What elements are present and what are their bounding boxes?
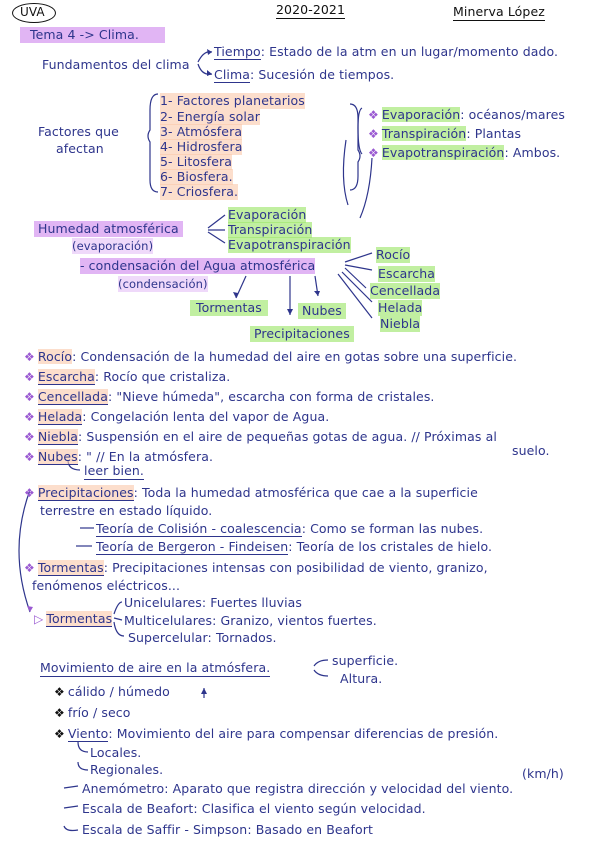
factores-label-1: Factores que (38, 124, 119, 139)
mov-item-2: ❖ frío / seco (54, 705, 131, 720)
tormenta-type-3: Supercelular: Tornados. (128, 630, 277, 645)
viento-line: ❖ Viento: Movimiento del aire para compensar diferencias de presión. (54, 726, 499, 741)
tormentas-label: ▷ Tormentas (34, 611, 113, 626)
factor-item-2: 2- Energía solar (160, 109, 260, 124)
instrumento-1: Anemómetro: Aparato que registra dirección y velocidad del viento. (82, 781, 514, 796)
humedad-branch-2: Transpiración (228, 222, 313, 237)
tiempo-term: Tiempo (214, 44, 261, 59)
humedad-branch-1: Evaporación (228, 207, 307, 222)
instrumento-2: Escala de Beafort: Clasifica el viento según velocidad. (82, 801, 426, 816)
tormenta-type-1: Unicelulares: Fuertes lluvias (124, 595, 303, 610)
def-precipitaciones: ❖ Precipitaciones: Toda la humedad atmosférica que cae a la superficie (24, 485, 478, 500)
def-cencellada: ❖ Cencellada: "Nieve húmeda", escarcha con forma de cristales. (24, 389, 435, 404)
factor-item-6: 6- Biosfera. (160, 169, 233, 184)
humedad-branch-3: Evapotranspiración (228, 237, 351, 252)
clima-term: Clima (214, 67, 251, 82)
factor-item-4: 4- Hidrosfera (160, 139, 243, 154)
fundamentos-label: Fundamentos del clima (42, 57, 190, 72)
def-helada: ❖ Helada: Congelación lenta del vapor de Agua. (24, 409, 330, 424)
mov-item-1: ❖ cálido / húmedo (54, 684, 170, 699)
viento-type-1: Locales. (90, 745, 142, 760)
output-niebla: Niebla (380, 316, 421, 331)
page-title: Tema 4 -> Clima. (20, 27, 165, 43)
def-rocio: ❖ Rocío: Condensación de la humedad del aire en gotas sobre una superficie. (24, 349, 518, 364)
tiempo-line (214, 44, 558, 60)
precipitaciones-cont: terrestre en estado líquido. (40, 503, 213, 518)
humedad-sub: (evaporación) (72, 239, 154, 253)
tiempo-def: : Estado de la atm en un lugar/momento dado. (260, 44, 559, 59)
teoria-2: Teoría de Bergeron - Findeisen: Teoría de los cristales de hielo. (96, 539, 493, 554)
def-nubes: ❖ Nubes: " // En la atmósfera. (24, 449, 214, 464)
header-left: UVA (20, 5, 45, 19)
transpiracion-term: Transpiración (381, 126, 467, 141)
factor-right-3: ❖ Evapotranspiración: Ambos. (368, 145, 561, 160)
output-rocio: Rocío (376, 247, 411, 262)
factor-right-2: ❖ Transpiración: Plantas (368, 126, 522, 141)
movimiento-title: Movimiento de aire en la atmósfera. (40, 660, 271, 675)
factor-item-1: 1- Factores planetarios (160, 93, 305, 108)
output-cencellada: Cencellada (370, 283, 441, 298)
output-precipitaciones: Precipitaciones (250, 326, 354, 342)
movimiento-branch-2: Altura. (340, 671, 383, 686)
leer-bien: leer bien. (84, 463, 144, 478)
clima-line (214, 67, 394, 83)
factor-item-3: 3- Atmósfera (160, 124, 243, 139)
tormenta-type-2: Multicelulares: Granizo, vientos fuertes. (124, 613, 377, 628)
output-tormentas: Tormentas (190, 300, 268, 316)
evapotranspiracion-term: Evapotranspiración (381, 145, 505, 160)
teoria-1: Teoría de Colisión - coalescencia: Como se forman las nubes. (96, 521, 484, 536)
unit-label: (km/h) (522, 766, 564, 781)
def-niebla: ❖ Niebla: Suspensión en el aire de pequeñas gotas de agua. // Próximas al (24, 429, 497, 444)
factor-item-5: 5- Litosfera (160, 154, 233, 169)
tormentas-cont: fenómenos eléctricos... (32, 578, 181, 593)
condensacion-sub: (condensación) (118, 277, 208, 291)
humedad-label: Humedad atmosférica (34, 221, 183, 237)
viento-type-2: Regionales. (90, 762, 164, 777)
header-right: Minerva López (453, 4, 545, 19)
factores-label-2: afectan (56, 141, 104, 156)
condensacion-line: - condensación del Agua atmosférica (80, 258, 316, 273)
def-tormentas: ❖ Tormentas: Precipitaciones intensas con posibilidad de viento, granizo, (24, 560, 488, 575)
def-escarcha: ❖ Escarcha: Rocío que cristaliza. (24, 369, 231, 384)
header-center: 2020-2021 (276, 2, 346, 17)
niebla-cont: suelo. (512, 443, 550, 458)
movimiento-branch-1: superficie. (332, 653, 399, 668)
factor-right-1: ❖ Evaporación: océanos/mares (368, 107, 565, 122)
clima-def: : Sucesión de tiempos. (250, 67, 395, 82)
instrumento-3: Escala de Saffir - Simpson: Basado en Beafort (82, 822, 373, 837)
output-escarcha: Escarcha (378, 266, 436, 281)
output-helada: Helada (378, 300, 423, 315)
evaporacion-term: Evaporación (381, 107, 461, 122)
factor-item-7: 7- Criosfera. (160, 184, 239, 199)
output-nubes: Nubes (298, 303, 346, 319)
